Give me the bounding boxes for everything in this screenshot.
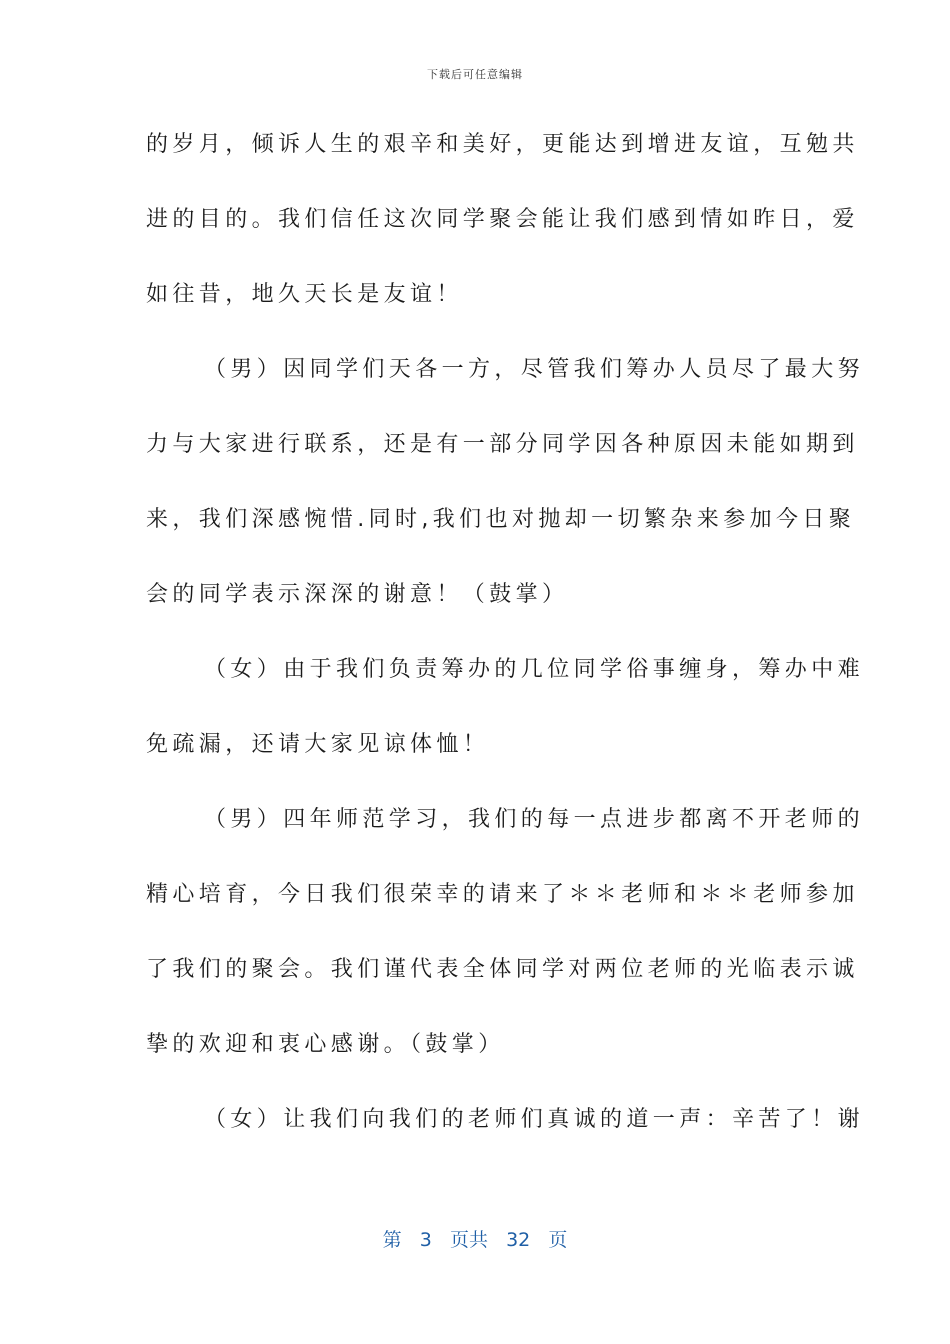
text-line: 免疏漏，还请大家见谅体恤！: [146, 732, 490, 757]
header-note: 下载后可任意编辑: [427, 68, 523, 81]
text-line: （男）因同学们天各一方，尽管我们筹办人员尽了最大努: [204, 357, 865, 382]
text-line: 来，我们深感惋惜.同时,我们也对抛却一切繁杂来参加今日聚: [146, 507, 856, 532]
page-footer: [0, 1225, 950, 1252]
text-line: 如往昔，地久天长是友谊！: [146, 282, 463, 307]
text-line: 进的目的。我们信任这次同学聚会能让我们感到情如昨日，爱: [146, 207, 859, 232]
footer-suffix: 页: [548, 1229, 568, 1251]
text-line: 会的同学表示深深的谢意！（鼓掌）: [146, 582, 569, 607]
text-line: （女）让我们向我们的老师们真诚的道一声：辛苦了！谢: [204, 1107, 865, 1132]
text-line: 的岁月，倾诉人生的艰辛和美好，更能达到增进友谊，互勉共: [146, 132, 859, 157]
text-line: （女）由于我们负责筹办的几位同学俗事缠身，筹办中难: [204, 657, 865, 682]
text-line: 挚的欢迎和衷心感谢。（鼓掌）: [146, 1032, 505, 1057]
body-text: [146, 117, 865, 1167]
footer-total-pages: 32: [506, 1229, 531, 1251]
text-line: 精心培育，今日我们很荣幸的请来了＊＊老师和＊＊老师参加: [146, 882, 859, 907]
text-line: 力与大家进行联系，还是有一部分同学因各种原因未能如期到: [146, 432, 859, 457]
footer-page-number: 3: [419, 1229, 432, 1251]
text-line: 了我们的聚会。我们谨代表全体同学对两位老师的光临表示诚: [146, 957, 859, 982]
footer-prefix: 第: [382, 1229, 402, 1251]
text-line: （男）四年师范学习，我们的每一点进步都离不开老师的: [204, 807, 865, 832]
footer-middle: 页共: [449, 1229, 488, 1251]
